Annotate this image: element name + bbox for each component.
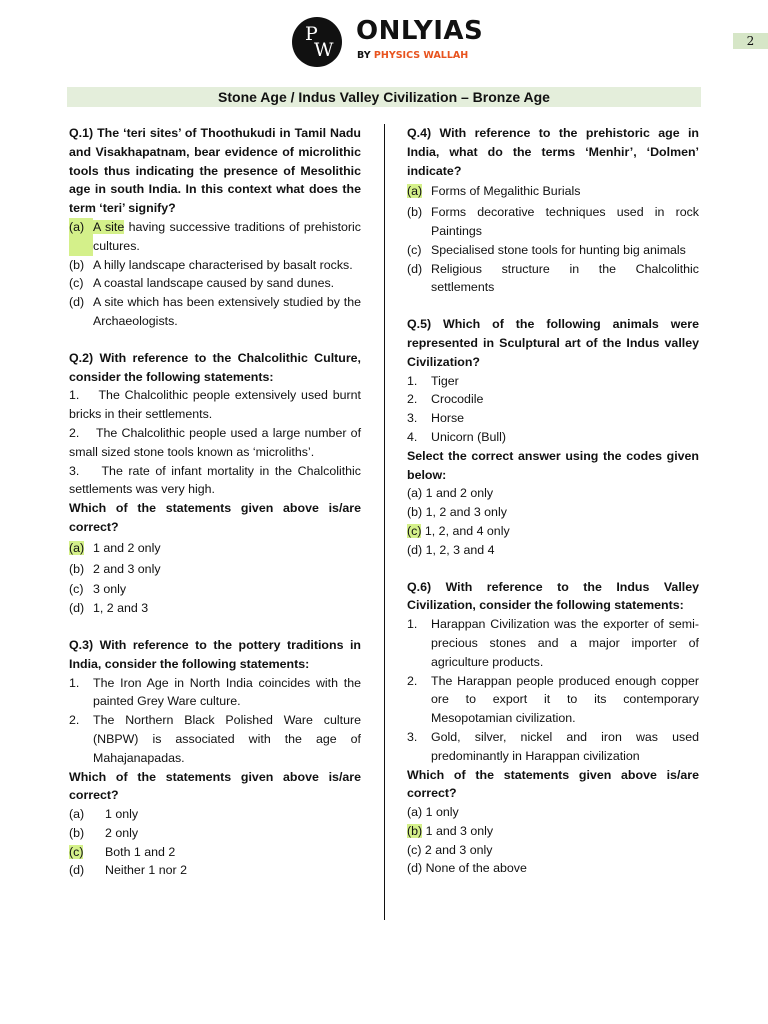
statement-label: 3. <box>69 463 80 478</box>
question-1 <box>69 124 361 331</box>
left-column <box>69 124 361 898</box>
page-header <box>0 0 768 80</box>
item-1 <box>407 372 699 391</box>
statement-text: Gold, silver, nickel and iron was used predominantly in Harappan civilization <box>431 729 699 763</box>
item-2 <box>407 390 699 409</box>
option-text: Forms decorative techniques used in rock Paintings <box>431 205 699 238</box>
option-a <box>69 218 361 256</box>
option-text: 2 only <box>105 825 139 840</box>
option-label: (d) <box>407 542 423 557</box>
highlighted-label: (b) <box>407 823 423 838</box>
item-4 <box>407 428 699 447</box>
option-label: (c) <box>69 276 84 291</box>
item-label: 2. <box>407 392 418 407</box>
question-text: Q.2) With reference to the Chalcolithic Culture, consider the following statements: <box>69 350 361 384</box>
option-d <box>407 859 699 878</box>
option-c <box>69 274 361 293</box>
option-text: 1, 2, and 4 only <box>424 523 510 538</box>
option-b <box>407 203 699 241</box>
question-5 <box>407 315 699 559</box>
option-a <box>69 805 361 824</box>
option-c <box>69 580 361 599</box>
item-label: 1. <box>407 373 418 388</box>
brand-sub-prefix: BY <box>357 50 374 61</box>
logo-letter-w: W <box>314 39 334 61</box>
right-column <box>407 124 699 896</box>
option-text: A hilly landscape characterised by basalt rocks. <box>93 257 353 272</box>
highlighted-text: A site <box>93 219 125 234</box>
option-label: (d) <box>407 261 423 276</box>
option-label: (d) <box>69 601 85 616</box>
statement-text: The Northern Black Polished Ware culture (NBPW) is associated with the age of Mahajanapadas. <box>93 713 361 765</box>
brand-name: ONLYIAS <box>356 16 484 46</box>
statement-label: 2. <box>69 425 80 440</box>
statement-text: The rate of infant mortality in the Chalcolithic settlements was very high. <box>69 463 361 497</box>
statement-label: 3. <box>407 729 418 744</box>
option-text: 1 and 3 only <box>425 823 494 838</box>
item-label: 3. <box>407 411 418 426</box>
statement-label: 1. <box>407 617 418 632</box>
option-label: (b) <box>407 505 423 520</box>
question-text: Q.6) With reference to the Indus Valley Civilization, consider the following statements: <box>407 579 699 613</box>
option-b <box>69 560 361 579</box>
option-a <box>407 803 699 822</box>
option-c <box>407 841 699 860</box>
statement-text: The Iron Age in North India coincides with the painted Grey Ware culture. <box>93 675 361 709</box>
statement-label: 2. <box>69 713 80 728</box>
option-label: (a) <box>407 486 423 501</box>
option-a <box>407 182 699 201</box>
question-ask: Select the correct answer using the codes given below: <box>407 448 699 482</box>
option-label <box>69 539 93 558</box>
brand-subtitle <box>357 50 468 61</box>
question-ask: Which of the statements given above is/are correct? <box>407 767 699 801</box>
option-text: A site which has been extensively studied by the Archaeologists. <box>93 295 361 328</box>
option-text: 3 only <box>93 582 127 597</box>
option-b <box>407 822 699 841</box>
option-text: 1, 2, 3 and 4 <box>425 542 495 557</box>
question-6 <box>407 578 699 879</box>
option-a <box>407 484 699 503</box>
statement-2 <box>69 711 361 767</box>
option-text: Both 1 and 2 <box>105 844 176 859</box>
option-label: (b) <box>69 257 85 272</box>
option-label: (c) <box>407 842 422 857</box>
statement-text: The Harappan people produced enough copper ore to export it to its contemporary Mesopotamian civilization. <box>431 673 699 726</box>
option-b <box>69 824 361 843</box>
question-text: Q.3) With reference to the pottery traditions in India, consider the following statements: <box>69 637 361 671</box>
page-number: 2 <box>733 33 768 49</box>
statement-text: The Chalcolithic people extensively used burnt bricks in their settlements. <box>69 388 361 422</box>
option-text: 2 and 3 only <box>93 561 161 576</box>
statement-1 <box>69 674 361 712</box>
brand-sub-name: PHYSICS WALLAH <box>373 50 469 61</box>
option-label: (d) <box>69 863 85 878</box>
option-text: Neither 1 nor 2 <box>105 863 187 878</box>
item-text: Crocodile <box>431 392 484 407</box>
question-ask: Which of the statements given above is/are correct? <box>69 501 361 534</box>
highlighted-label: (a) <box>407 184 423 199</box>
question-text: Q.5) Which of the following animals were represented in Sculptural art of the Indus valley Civilization? <box>407 317 699 369</box>
statement-1 <box>407 615 699 671</box>
highlighted-label: (c) <box>407 523 422 538</box>
option-text: Forms of Megalithic Burials <box>431 184 581 199</box>
option-label: (b) <box>69 561 85 576</box>
option-text: 1, 2 and 3 only <box>425 505 507 520</box>
statement-1 <box>69 386 361 424</box>
option-label: (a) <box>69 218 93 256</box>
question-text: Q.1) The ‘teri sites’ of Thoothukudi in Tamil Nadu and Visakhapatnam, bear evidence of microlithic tools thus indicating the presence of Mesolithic age in south India. In this context what does the term ‘teri’ signify? <box>69 126 361 216</box>
question-text: Q.4) With reference to the prehistoric age in India, what do the terms ‘Menhir’, ‘Dolmen’ indicate? <box>407 126 699 178</box>
option-d <box>69 861 361 880</box>
option-text: 1 and 2 only <box>93 540 161 555</box>
option-d <box>407 541 699 560</box>
option-label <box>407 182 431 201</box>
highlighted-label: (a) <box>69 540 85 555</box>
option-label: (a) <box>69 807 85 822</box>
statement-text: Harappan Civilization was the exporter of semi-precious stones and a major importer of agriculture products. <box>431 617 699 669</box>
option-text: 1 only <box>425 805 459 820</box>
option-label: (d) <box>69 295 85 310</box>
option-text: 1 only <box>105 807 139 822</box>
option-label: (c) <box>407 242 422 257</box>
highlighted-label: (c) <box>69 844 84 859</box>
option-label: (c) <box>69 582 84 597</box>
question-4 <box>407 124 699 297</box>
statement-label: 1. <box>69 675 80 690</box>
statement-3 <box>407 728 699 766</box>
statement-label: 2. <box>407 673 418 688</box>
option-text-rest: having successive traditions of prehistoric cultures. <box>93 219 361 253</box>
option-d <box>407 260 699 298</box>
option-label: (a) <box>407 805 423 820</box>
item-3 <box>407 409 699 428</box>
item-text: Horse <box>431 411 465 426</box>
option-text: 1 and 2 only <box>425 486 494 501</box>
question-ask: Which of the statements given above is/are correct? <box>69 769 361 803</box>
section-title: Stone Age / Indus Valley Civilization – Bronze Age <box>67 87 701 107</box>
option-text: Religious structure in the Chalcolithic settlements <box>431 261 699 295</box>
option-label: (b) <box>407 205 423 220</box>
option-b <box>69 256 361 275</box>
option-label: (d) <box>407 861 423 876</box>
statement-3 <box>69 462 361 500</box>
column-divider <box>384 124 385 920</box>
statement-2 <box>407 672 699 728</box>
option-label <box>69 843 105 862</box>
statement-label: 1. <box>69 388 80 403</box>
pw-logo <box>292 17 342 67</box>
item-text: Unicorn (Bull) <box>431 429 507 444</box>
option-label: (b) <box>69 825 85 840</box>
option-text: 2 and 3 only <box>424 842 493 857</box>
option-text: Specialised stone tools for hunting big animals <box>431 242 686 257</box>
option-text <box>93 218 361 256</box>
item-label: 4. <box>407 429 418 444</box>
question-2 <box>69 349 361 618</box>
logo-letter-p: P <box>305 23 318 45</box>
option-b <box>407 503 699 522</box>
item-text: Tiger <box>431 373 459 388</box>
option-a <box>69 539 361 558</box>
option-text: A coastal landscape caused by sand dunes. <box>93 276 335 291</box>
option-c <box>69 843 361 862</box>
option-text: 1, 2 and 3 <box>93 601 149 616</box>
statement-2 <box>69 424 361 462</box>
option-c <box>407 522 699 541</box>
option-text: None of the above <box>425 861 527 876</box>
question-3 <box>69 636 361 880</box>
option-d <box>69 599 361 618</box>
option-c <box>407 241 699 260</box>
option-d <box>69 293 361 331</box>
statement-text: The Chalcolithic people used a large number of small sized stone tools known as ‘microliths’. <box>69 425 362 459</box>
